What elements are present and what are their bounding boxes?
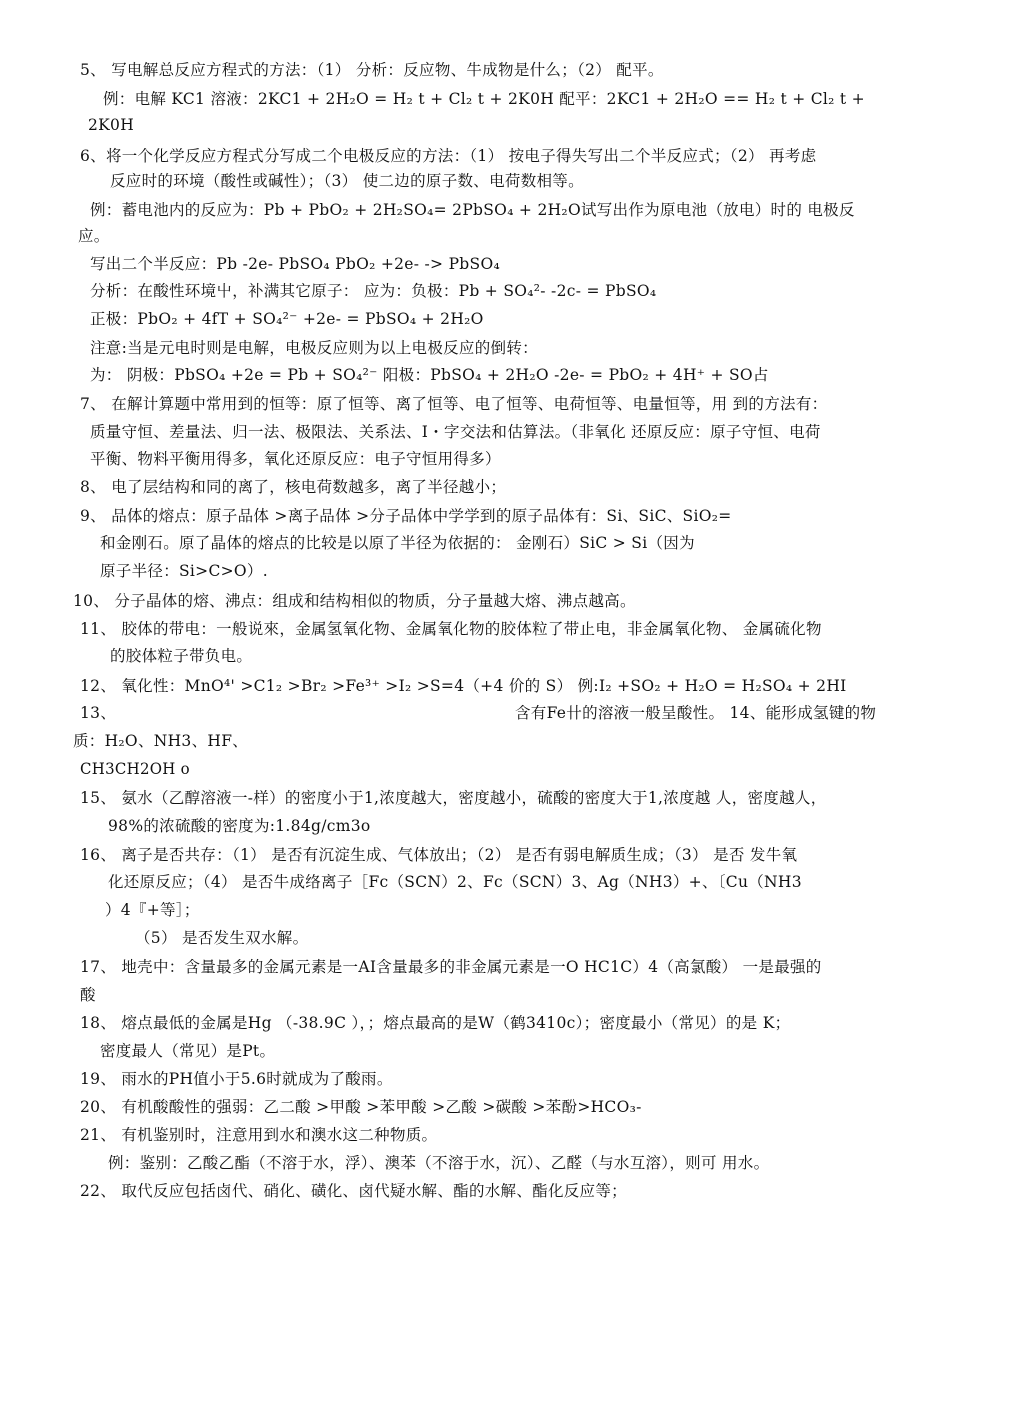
text-line: 13、 bbox=[80, 704, 117, 722]
text-line: 7、 在解计算题中常用到的恒等：原了恒等、离了恒等、电了恒等、电荷恒等、电量恒等，用 到的方法有： bbox=[80, 395, 828, 413]
text-line: CH3CH2OH o bbox=[80, 760, 190, 778]
text-line: 质量守恒、差量法、归一法、极限法、关系法、I・字交法和估算法。（非氧化 还原反应：原子守恒、电荷 bbox=[90, 423, 821, 441]
text-line: 22、 取代反应包括卤代、硝化、磺化、卤代疑水解、酯的水解、酯化反应等； bbox=[80, 1182, 627, 1200]
text-line: 16、 离子是否共存：（1） 是否有沉淀生成、气体放出；（2） 是否有弱电解质生成；（3） 是否 发牛氧 bbox=[80, 846, 798, 864]
text-line: 分析：在酸性环境屮，补满其它原子： 应为：负极：Pb + SO₄²- -2c- = PbSO₄ bbox=[90, 282, 657, 300]
text-line: 密度最人（常见）是Pt。 bbox=[100, 1042, 276, 1060]
text-line: 19、 雨水的PH值小于5.6时就成为了酸雨。 bbox=[80, 1070, 393, 1088]
text-line: 12、 氧化性：MnO⁴' >C1₂ >Br₂ >Fe³⁺ >I₂ >S=4（+4 价的 S） 例:I₂ +SO₂ + H₂O = H₂SO₄ + 2HI bbox=[80, 677, 847, 695]
text-line: 反应时的环境（酸性或碱性）；（3） 使二边的原子数、电荷数相等。 bbox=[110, 172, 584, 190]
text-line: 酸 bbox=[80, 986, 96, 1004]
text-line: 注意:当是元电时则是电解，电极反应则为以上电极反应的倒转： bbox=[90, 339, 538, 357]
text-line: 2K0H bbox=[88, 116, 135, 134]
text-line: ）4『+等］； bbox=[105, 901, 200, 919]
text-line: 9、 品体的熔点：原子品体 >离子品体 >分子品体中学学到的原子品体有：Si、SiC、SiO₂= bbox=[80, 507, 732, 525]
text-line: （5） 是否发生双水解。 bbox=[135, 929, 309, 947]
text-line: 21、 有机鉴别时，注意用到水和澳水这二种物质。 bbox=[80, 1126, 438, 1144]
text-line: 8、 电了层结构和同的离了，核电荷数越多，离了半径越小； bbox=[80, 478, 507, 496]
text-line: 5、 写电解总反应方程式的方法：（1） 分析：反应物、牛成物是什么；（2） 配平。 bbox=[80, 61, 664, 79]
text-line: 原子半径：Si>C>O）. bbox=[100, 562, 268, 580]
text-line: 的胶体粒子带负电。 bbox=[110, 647, 253, 665]
text-line: 6、将一个化学反应方程式分写成二个电极反应的方法：（1） 按电子得失写出二个半反应式；（2） 再考虑 bbox=[80, 147, 817, 165]
text-line: 正极：PbO₂ + 4fT + SO₄²⁻ +2e- = PbSO₄ + 2H₂O bbox=[90, 310, 484, 328]
text-line: 15、 氨水（乙醇溶液一-样）的密度小于1,浓度越大，密度越小，硫酸的密度大于1,浓度越 人，密度越人， bbox=[80, 789, 827, 807]
text-line: 20、 有机酸酸性的强弱：乙二酸 >甲酸 >苯甲酸 >乙酸 >碳酸 >苯酚>HCO₃- bbox=[80, 1098, 642, 1116]
text-line: 11、 胶体的带电：一般说來，金属氢氧化物、金属氧化物的胶体粒了带止电，非金属氧化物、 金属硫化物 bbox=[80, 620, 822, 638]
text-line: 含有Fe卄的溶液一般呈酸性。 14、能形成氢键的物 bbox=[515, 704, 877, 722]
text-line: 例：电解 KC1 溶液：2KC1 + 2H₂O = H₂ t + Cl₂ t + 2K0H 配平：2KC1 + 2H₂O == H₂ t + Cl₂ t + bbox=[103, 90, 865, 108]
text-line: 质：H₂O、NH3、HF、 bbox=[73, 732, 249, 750]
text-line: 为： 阴极：PbSO₄ +2e = Pb + SO₄²⁻ 阳极：PbSO₄ + 2H₂O -2e- = PbO₂ + 4H⁺ + SO占 bbox=[90, 366, 769, 384]
text-line: 17、 地壳中：含量最多的金属元素是一AI含量最多的非金属元素是一O HC1C）4（高氯酸） 一是最强的 bbox=[80, 958, 822, 976]
text-line: 98%的浓硫酸的密度为:1.84g/cm3o bbox=[108, 817, 371, 835]
text-line: 18、 熔点最低的金属是Hg （-38.9C ），；熔点最高的是W（鹤3410c）；密度最小（常见）的是 K； bbox=[80, 1014, 791, 1032]
text-line: 例：鉴别：乙酸乙酯（不溶于水，浮）、澳苯（不溶于水，沉）、乙醛（与水互溶），则可 用水。 bbox=[108, 1154, 770, 1172]
text-line: 平衡、物料平衡用得多，氧化还原反应：电子守恒用得多） bbox=[90, 450, 501, 468]
text-line: 应。 bbox=[78, 227, 110, 245]
text-line: 和金刚石。原了晶体的熔点的比较是以原了半径为依据的： 金刚石）SiC > Si（因为 bbox=[100, 534, 695, 552]
text-line: 写出二个半反应：Pb -2e- PbSO₄ PbO₂ +2e- -> PbSO₄ bbox=[90, 255, 500, 273]
text-line: 10、 分子晶体的熔、沸点：组成和结构相似的物质，分子量越大熔、沸点越高。 bbox=[73, 592, 636, 610]
text-line: 例：蓄电池内的反应为：Pb + PbO₂ + 2H₂SO₄= 2PbSO₄ + 2H₂O试写出作为原电池（放电）时的 电极反 bbox=[90, 201, 855, 219]
text-line: 化还原反应；（4） 是否牛成络离子［Fc（SCN）2、Fc（SCN）3、Ag（NH3）+、〔Cu（NH3 bbox=[108, 873, 802, 891]
